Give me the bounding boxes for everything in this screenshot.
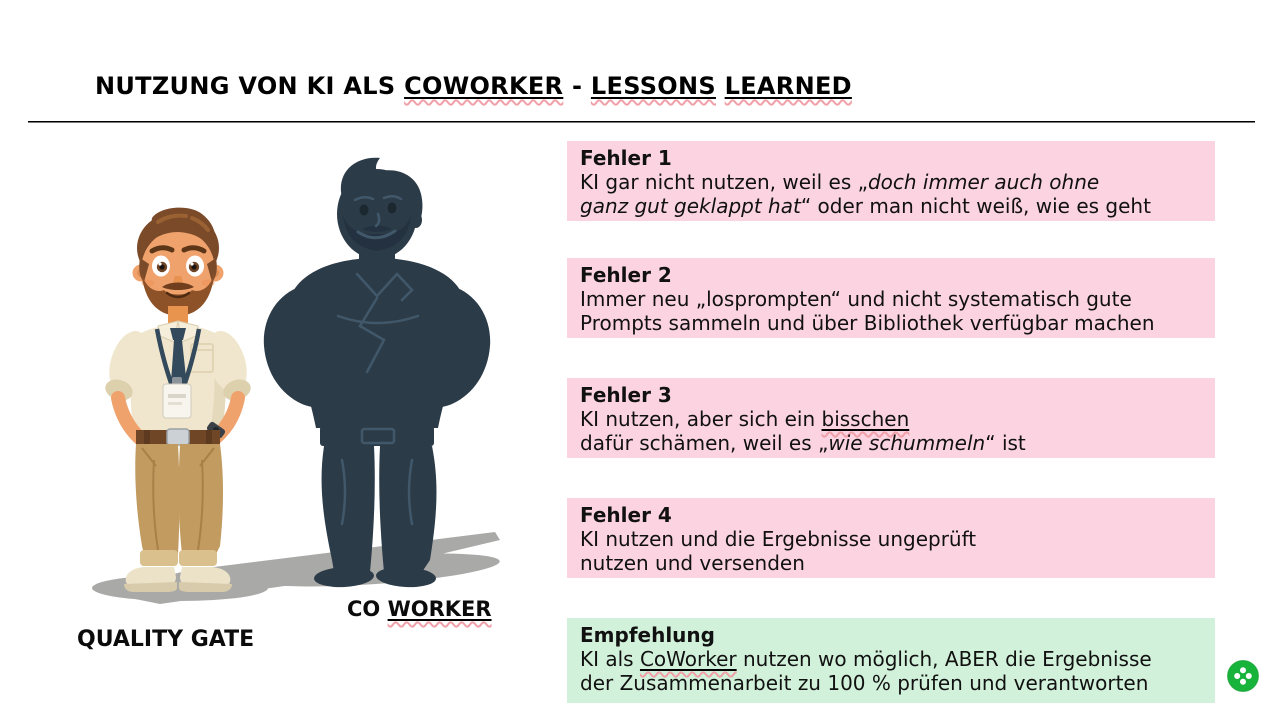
error-box-3 (567, 378, 1215, 458)
page-title: NUTZUNG VON KI ALS COWORKER - LESSONS LEARNED (95, 72, 852, 100)
box-heading: Fehler 1 (580, 146, 672, 170)
box-text-line: KI als CoWorker nutzen wo möglich, ABER die Ergebnisse (580, 647, 1152, 671)
box-heading: Empfehlung (580, 623, 715, 647)
error-box-4 (567, 498, 1215, 578)
box-heading: Fehler 2 (580, 263, 672, 287)
co-worker-label-marked-word: WORKER (387, 597, 492, 621)
misspelled-word: bisschen (821, 407, 910, 431)
co-worker-label: CO WORKER (347, 597, 492, 621)
box-text-line: Prompts sammeln und über Bibliothek verfügbar machen (580, 311, 1155, 335)
box-heading: Fehler 3 (580, 383, 672, 407)
box-text-line: KI gar nicht nutzen, weil es „doch immer auch ohne (580, 170, 1100, 194)
box-text-line: der Zusammenarbeit zu 100 % prüfen und verantworten (580, 671, 1149, 695)
title-text: NUTZUNG VON KI ALS (95, 72, 405, 100)
error-box-1 (567, 141, 1215, 221)
title-word-lessons: LESSONS (590, 72, 716, 100)
recommendation-box (567, 618, 1215, 703)
coworker-illustration (40, 130, 560, 610)
title-word-coworker: COWORKER (404, 72, 564, 100)
error-box-2 (567, 258, 1215, 338)
misspelled-word: CoWorker (639, 647, 737, 671)
box-text-line: KI nutzen, aber sich ein bisschen (580, 407, 910, 431)
box-heading: Fehler 4 (580, 503, 672, 527)
box-text-line: nutzen und versenden (580, 551, 805, 575)
box-text-line: ganz gut geklappt hat“ oder man nicht weiß, wie es geht (580, 194, 1151, 218)
title-divider-line (28, 121, 1255, 123)
title-word-learned: LEARNED (724, 72, 852, 100)
office-man-cartoon (102, 208, 254, 592)
four-dots-circle-icon (1227, 660, 1259, 692)
superhero-silhouette (264, 158, 490, 589)
quality-gate-label: QUALITY GATE (77, 627, 255, 652)
box-text-line: KI nutzen und die Ergebnisse ungeprüft (580, 527, 977, 551)
box-text-line: dafür schämen, weil es „wie schummeln“ ist (580, 431, 1026, 455)
green-dots-widget-button[interactable] (1227, 660, 1259, 692)
box-text-line: Immer neu „losprompten“ und nicht systematisch gute (580, 287, 1132, 311)
